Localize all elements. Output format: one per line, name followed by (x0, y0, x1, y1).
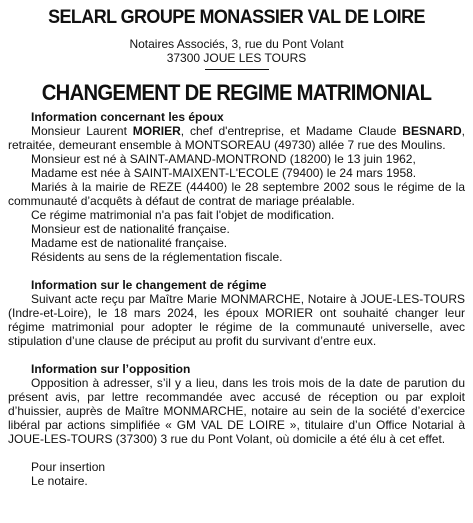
spacer (8, 446, 465, 460)
text-span: Monsieur Laurent (31, 124, 133, 138)
section-opposition (8, 362, 465, 446)
husband-birth: Monsieur est né à SAINT-AMAND-MONTROND (18200) le 13 juin 1962, (31, 152, 416, 166)
signature-line: Le notaire. (31, 474, 88, 488)
wife-nationality: Madame est de nationalité française. (31, 236, 228, 250)
marriage-paragraph: Mariés à la mairie de REZE (44400) le 28 septembre 2002 sous le régime de la communauté d’acquêts à défaut de contrat de mariage préalable. (8, 180, 465, 208)
section-heading: Information sur l’opposition (31, 362, 191, 376)
surname-husband: MORIER (132, 124, 181, 138)
section-regime-change (8, 278, 465, 348)
section-heading: Information sur le changement de régime (31, 278, 267, 292)
divider-rule (205, 69, 269, 70)
legal-notice (0, 6, 473, 523)
opposition-paragraph: Opposition à adresser, s’il y a lieu, dans les trois mois de la date de parution du présent avis, par lettre recommandée avec accusé de réception ou par exploit d’huissier, auprès de Maître MONMARCHE, notaire au sein de la société d’exercice libéral par actions simplifiée « GM VAL DE LOIRE », titulaire d’un Office Notarial à JOUE-LES-TOURS (37300) 3 rue du Pont Volant, où domicile a été élu à cet effet. (8, 376, 465, 446)
spouses-paragraph (8, 124, 465, 152)
spacer (8, 264, 465, 278)
fiscal-residence: Résidents au sens de la réglementation fiscale. (31, 250, 283, 264)
regime-change-paragraph: Suivant acte reçu par Maître Marie MONMARCHE, Notaire à JOUE-LES-TOURS (Indre-et-Loire), le 18 mars 2024, les époux MORIER ont souhaité changer leur régime matrimonial pour adopter le régime de la communauté universelle, avec stipulation d’une clause de préciput au profit du survivant d’entre eux. (8, 292, 465, 348)
husband-nationality: Monsieur est de nationalité française. (31, 222, 230, 236)
text-span: , retraitée, demeurant ensemble à MONTSOREAU (49730) allée 7 rue des Moulins. (8, 124, 465, 152)
wife-birth: Madame est née à SAINT-MAIXENT-L'ECOLE (79400) le 24 mars 1958. (31, 166, 417, 180)
spacer (8, 348, 465, 362)
regime-status: Ce régime matrimonial n'a pas fait l'objet de modification. (31, 208, 335, 222)
surname-wife: BESNARD (402, 124, 462, 138)
firm-city-line: 37300 JOUE LES TOURS (166, 51, 307, 65)
section-heading: Information concernant les époux (31, 110, 224, 124)
text-span: , chef d'entreprise, et Madame Claude (180, 124, 403, 138)
section-spouses (8, 110, 465, 264)
firm-address-line: Notaires Associés, 3, rue du Pont Volant (129, 37, 344, 51)
firm-name: SELARL GROUPE MONASSIER VAL DE LOIRE (48, 6, 425, 28)
notice-title: CHANGEMENT DE REGIME MATRIMONIAL (41, 80, 432, 105)
closing-line: Pour insertion (31, 460, 106, 474)
